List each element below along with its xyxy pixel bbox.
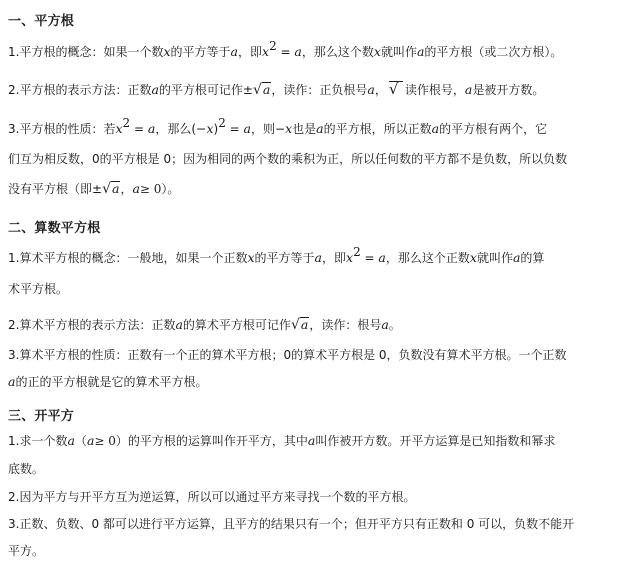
- sqrt-a-expression: √a: [290, 317, 309, 333]
- paragraph-s1-3-line-3: 没有平方根（即±√a，a≥ 0）。: [8, 181, 180, 197]
- paragraph-s2-2-line-1: 2.算术平方根的表示方法：正数a的算术平方根可记作√a，读作：根号a。: [8, 317, 401, 333]
- radical-sign-icon: √: [389, 81, 403, 96]
- paragraph-s3-1-line-2: 底数。: [8, 462, 45, 476]
- section-heading-extracting-square-root: 三、开平方: [8, 409, 75, 424]
- section-heading-square-root: 一、平方根: [8, 14, 75, 29]
- sqrt-a-expression: √a: [252, 82, 271, 98]
- paragraph-s3-3-line-1: 3.正数、负数、0 都可以进行平方运算，且平方的结果只有一个；但开平方只有正数和 0 可以，负数不能开: [8, 517, 575, 531]
- paragraph-s3-3-line-2: 平方。: [8, 544, 45, 558]
- paragraph-s2-3-line-1: 3.算术平方根的性质：正数有一个正的算术平方根；0的算术平方根是 0，负数没有算术平方根。一个正数: [8, 348, 567, 362]
- paragraph-s1-3-line-2: 们互为相反数，0的平方根是 0；因为相同的两个数的乘积为正，所以任何数的平方都不是负数，所以负数: [8, 152, 568, 166]
- paragraph-s3-1-line-1: 1.求一个数a（a≥ 0）的平方根的运算叫作开平方，其中a叫作被开方数。开平方运算是已知指数和幂求: [8, 433, 556, 448]
- paragraph-s2-1-line-2: 术平方根。: [8, 282, 69, 296]
- section-heading-arithmetic-square-root: 二、算数平方根: [8, 221, 101, 236]
- paragraph-s2-3-line-2: a的正的平方根就是它的算术平方根。: [8, 374, 208, 389]
- paragraph-s3-2-line-1: 2.因为平方与开平方互为逆运算，所以可以通过平方来寻找一个数的平方根。: [8, 490, 416, 504]
- paragraph-s1-2-line-1: 2.平方根的表示方法：正数a的平方根可记作±√a，读作：正负根号a， √ 读作根号，a是被开方数。: [8, 80, 545, 98]
- paragraph-s1-3-line-1: 3.平方根的性质：若$x^2 = a$，那么$(-x)^2 = a$，则−x也是a的平方根，所以正数a的平方根有两个，它: [8, 116, 548, 136]
- paragraph-s1-1-line-1: 1.平方根的概念：如果一个数x的平方等于a，即$x^2 = a$，那么这个数x就叫作a的平方根（或二次方根）。: [8, 39, 563, 59]
- sqrt-a-expression: √a: [102, 181, 120, 197]
- paragraph-s2-1-line-1: 1.算术平方根的概念：一般地，如果一个正数x的平方等于a，即$x^2 = a$，那么这个正数x就叫作a的算: [8, 245, 545, 265]
